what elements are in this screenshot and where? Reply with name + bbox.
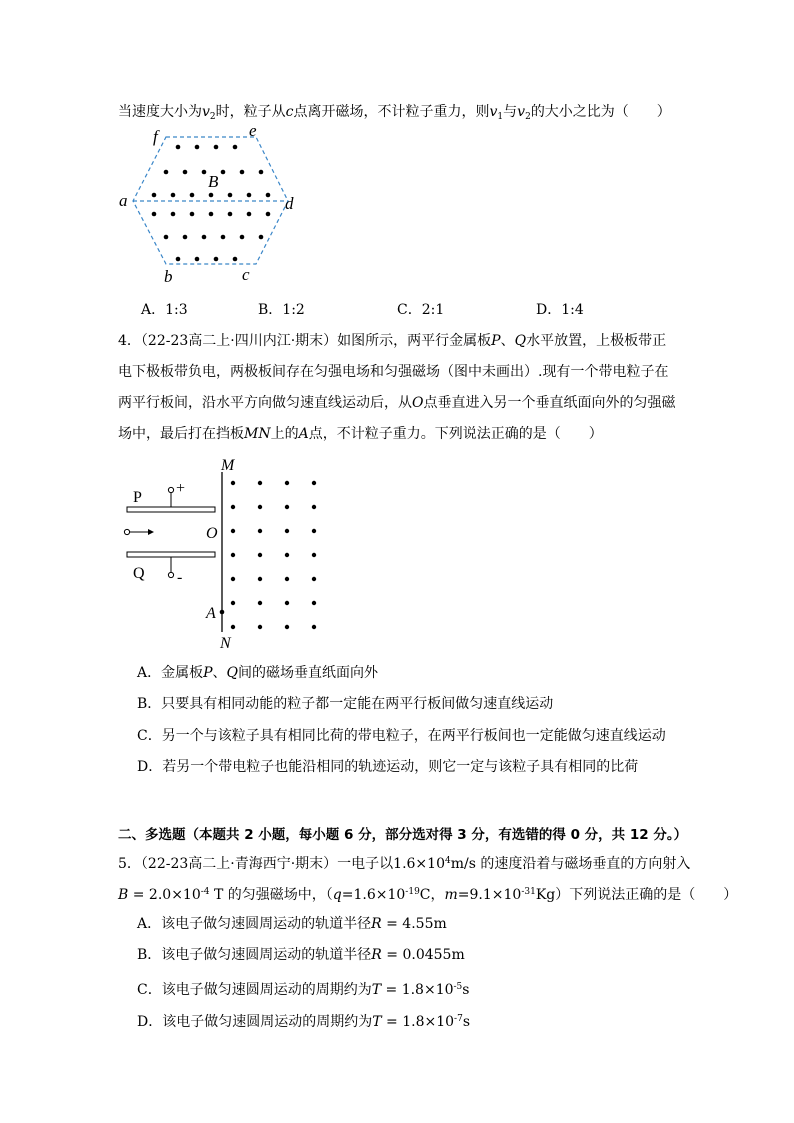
section-heading: 二、多选题（本题共 2 小题，每小题 6 分，部分选对得 3 分，有选错的得 0 分，共 12 分。） [118,827,688,843]
option-P: P [203,665,213,681]
label-minus: - [177,569,183,586]
q4-text: 4．（22-23高二上·四川内江·期末）如图所示，两平行金属板 [118,333,492,349]
option-text: 1:4 [561,302,584,318]
option-value: = 4.55m [381,916,447,932]
q3-v1: v [489,104,498,120]
option-symbol: T [372,1014,382,1030]
option-text: 该电子做匀速圆周运动的周期约为 [161,982,372,998]
q5-stem-line1 [118,851,690,874]
q5-B: B [118,887,129,903]
option-text: 该电子做匀速圆周运动的轨道半径 [161,916,372,932]
label-plus: + [176,480,186,497]
q3-stem-text: 时，粒子从 [215,104,286,120]
q4-stem-line3 [118,393,675,413]
q3-option-d[interactable] [536,300,584,320]
option-symbol: R [371,947,382,963]
q4-O: O [412,395,424,411]
field-dots [231,481,316,629]
option-Q: Q [226,665,239,681]
q4-A: A [298,426,309,442]
q3-v2: v [202,104,210,120]
option-value: = 1.8×10 [381,1014,455,1030]
option-label: B． [258,302,283,318]
option-text: 间的磁场垂直纸面向外 [238,665,379,681]
option-text: 该电子做匀速圆周运动的轨道半径 [161,947,372,963]
option-label: B． [137,696,162,712]
q3-option-b[interactable] [258,300,305,320]
q5-text: m/s 的速度沿着与磁场垂直的方向射入 [450,856,691,872]
q3-stem-text: 当速度大小为 [118,104,202,120]
label-B: B [208,172,219,191]
option-label: C． [137,982,162,998]
upper-plate-P [127,507,215,512]
q4-text: 上的 [270,426,299,442]
label-d: d [285,194,294,213]
q3-stem-text: 的大小之比为（ ） [530,104,671,120]
minus-terminal-icon [168,572,173,577]
label-e: e [249,122,257,140]
q5-option-a[interactable] [137,914,447,934]
field-dots [152,145,271,262]
q4-option-a[interactable] [137,663,378,683]
q4-text: 、 [500,333,515,349]
label-a: a [119,191,128,210]
q5-speed: 1.6×10 [393,856,445,872]
option-text: 另一个与该粒子具有相同比荷的带电粒子，在两平行板间也一定能做匀速直线运动 [161,728,666,744]
option-value: = 0.0455m [381,947,465,963]
q3-v2: v [517,104,526,120]
option-symbol: T [371,982,382,998]
q4-text: 点垂直进入另一个垂直纸面向外的匀强磁 [423,395,676,411]
q3-c: c [285,104,294,120]
option-exp: -5 [453,982,463,992]
q4-text: 两平行板间，沿水平方向做匀速直线运动后，从 [118,395,412,411]
q5-stem-line2 [118,882,737,905]
plus-terminal-icon [168,487,173,492]
q5-q: q [332,887,342,903]
option-text: 1:3 [165,302,188,318]
q4-option-d[interactable] [137,757,638,777]
label-P: P [133,489,142,506]
q4-Q: Q [514,333,527,349]
option-label: D． [137,759,163,775]
q5-text: Kg）下列说法正确的是（ ） [535,887,738,903]
option-text: 只要具有相同动能的粒子都一定能在两平行板间做匀速直线运动 [161,696,554,712]
q5-text: = 2.0×10 [128,887,201,903]
q5-speed-exp: 4 [444,856,451,866]
q4-text: 水平放置，上极板带正 [526,333,667,349]
arrowhead-icon [148,529,154,535]
q5-exp: -19 [405,887,420,897]
q5-text: C， [419,887,445,903]
q5-text: T 的匀强磁场中，（ [209,887,333,903]
label-f: f [153,127,158,146]
particle-icon [124,529,129,534]
option-text: 2:1 [421,302,445,318]
label-Q: Q [133,565,145,582]
option-symbol: R [371,916,382,932]
q4-option-c[interactable] [137,726,666,746]
q3-option-a[interactable] [141,300,188,320]
option-text: 金属板 [161,665,204,681]
q5-text: =1.6×10 [341,887,406,903]
label-O: O [206,525,218,542]
lower-plate-Q [127,552,215,557]
option-text: 该电子做匀速圆周运动的周期约为 [162,1014,373,1030]
option-label: A． [137,916,162,932]
q5-m: m [444,887,458,903]
option-label: C． [137,728,162,744]
q5-text: 5．（22-23高二上·青海西宁·期末）一电子以 [118,856,394,872]
q4-P: P [491,333,501,349]
q4-plates-figure [115,452,335,652]
q4-stem-line1 [118,331,666,351]
q3-stem-text: 点离开磁场，不计粒子重力，则 [293,104,490,120]
q5-option-d[interactable] [137,1009,470,1032]
q4-text: 点，不计粒子重力。下列说法正确的是（ ） [308,426,603,442]
point-A [220,610,225,615]
option-exp: -7 [454,1014,463,1024]
label-c: c [242,265,250,284]
option-label: B． [137,947,162,963]
q5-text: =9.1×10 [457,887,522,903]
q3-v2-sub: 2 [525,112,531,122]
option-text: 、 [212,665,227,681]
option-unit: s [462,1014,470,1030]
option-label: C． [397,302,422,318]
option-label: A． [137,665,162,681]
option-text: 若另一个带电粒子也能沿相同的轨迹运动，则它一定与该粒子具有相同的比荷 [162,759,639,775]
q3-v1-sub: 1 [497,112,504,122]
q3-hexagon-figure [110,122,310,292]
q4-stem-line2 [118,362,668,382]
option-text: 1:2 [282,302,305,318]
option-value: = 1.8×10 [381,982,454,998]
q5-exp: -31 [521,887,536,897]
q3-stem-text: 与 [503,104,518,120]
q5-option-c[interactable] [137,977,469,1000]
q4-text: 场中，最后打在挡板 [118,426,244,442]
option-label: A． [141,302,166,318]
label-N: N [220,635,231,652]
q5-option-b[interactable] [137,945,465,965]
q4-option-b[interactable] [137,694,553,714]
label-M: M [221,457,235,474]
option-unit: s [462,982,470,998]
label-b: b [164,267,173,286]
q5-exp: -4 [200,887,210,897]
label-A: A [206,605,216,622]
q4-MN: MN [244,426,271,442]
q3-v2-sub: 2 [209,112,216,122]
q4-stem-line4 [118,424,603,444]
option-label: D． [137,1014,163,1030]
q3-option-c[interactable] [397,300,444,320]
q4-text: 电下极板带负电，两极板间存在匀强电场和匀强磁场（图中未画出）.现有一个带电粒子在 [118,364,669,380]
option-label: D． [536,302,562,318]
